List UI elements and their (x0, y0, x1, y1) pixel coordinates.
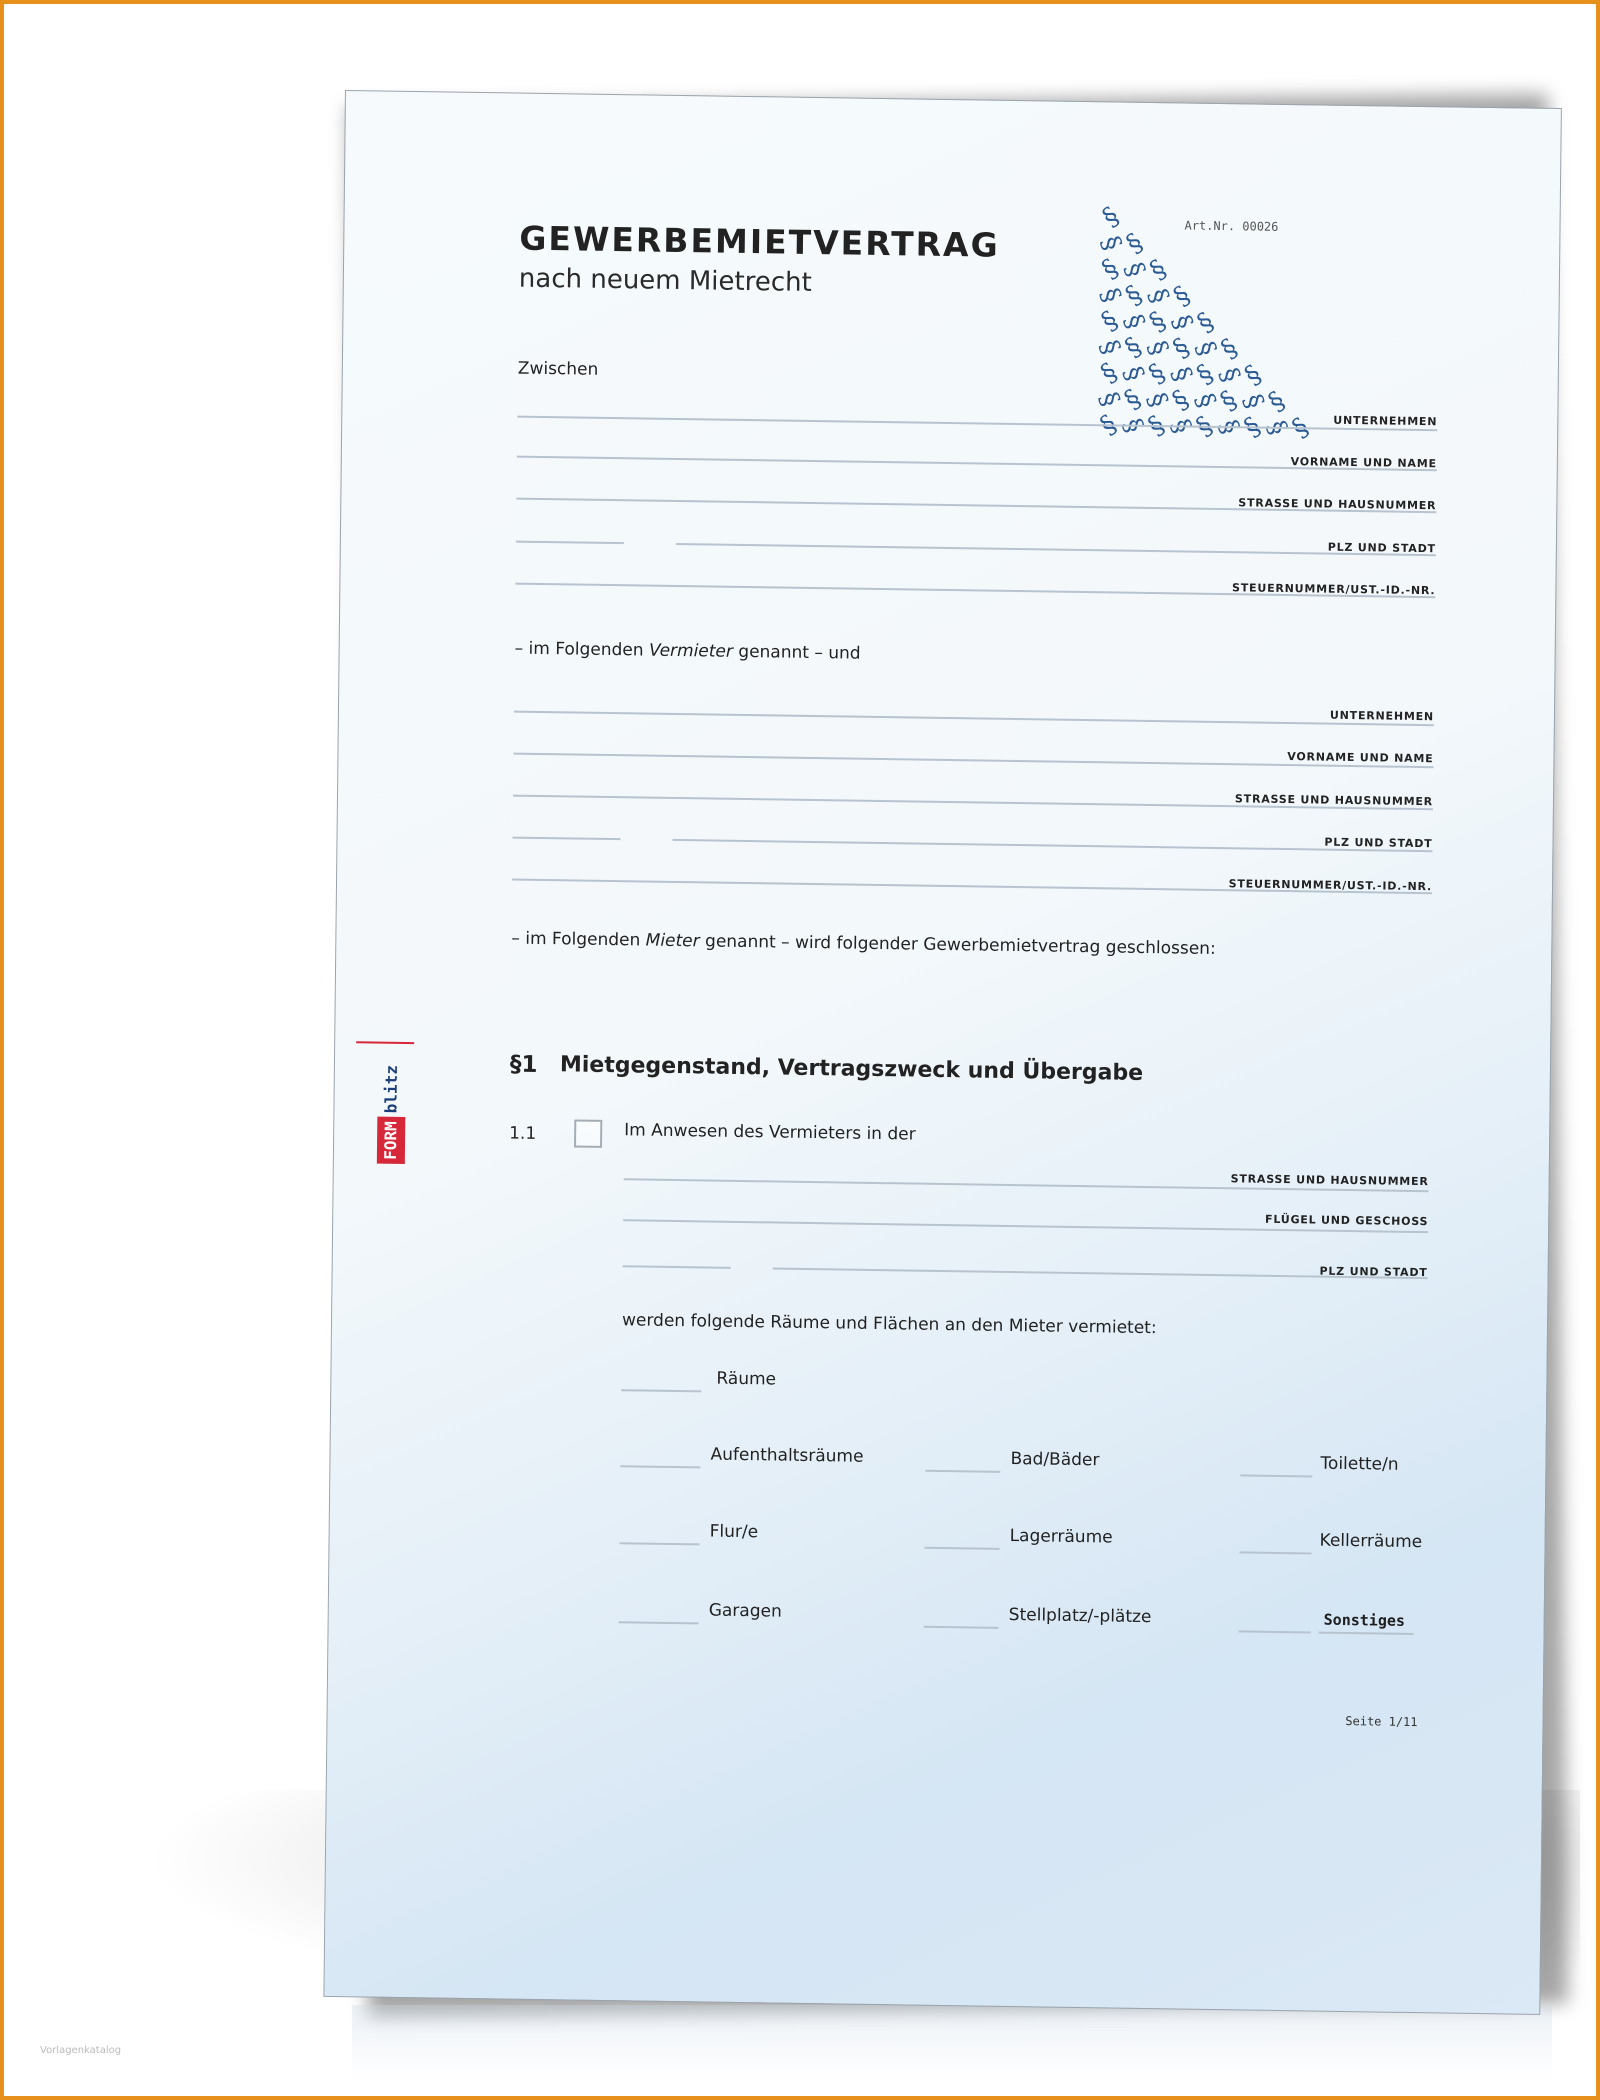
paragraph-glyph-icon: § (1093, 284, 1127, 307)
paragraph-glyph-icon: § (1095, 357, 1124, 390)
field-label-steuer: STEUERNUMMER/UST.-ID.-NR. (1231, 581, 1436, 598)
paragraph-glyph-icon: § (1286, 412, 1315, 445)
paragraph-glyph-icon: § (1143, 358, 1172, 391)
page-reflection (352, 2005, 1552, 2080)
paragraph-glyph-icon: § (1189, 337, 1222, 360)
field-label-garagen: Garagen (708, 1600, 782, 1622)
field-label-strasse: STRASSE UND HAUSNUMMER (1234, 792, 1434, 809)
form-line-plz[interactable] (513, 837, 621, 841)
paragraph-glyph-icon: § (1167, 384, 1195, 417)
field-label-kellerraeume: Kellerräume (1319, 1530, 1423, 1553)
vermieter-em: Vermieter (648, 640, 734, 662)
field-label-unternehmen: UNTERNEHMEN (1333, 413, 1438, 429)
section-title: Mietgegenstand, Vertragszweck und Übergabe (559, 1052, 1144, 1086)
paragraph-glyph-icon: § (1141, 337, 1174, 360)
form-line[interactable] (1240, 1474, 1312, 1477)
section-number: §1 (509, 1051, 538, 1078)
paragraph-glyph-icon: § (1167, 332, 1196, 365)
paragraph-glyph-icon: § (1118, 258, 1151, 281)
document-subtitle: nach neuem Mietrecht (518, 263, 812, 298)
field-label-raeume: Räume (716, 1368, 777, 1390)
form-line-sonstiges[interactable] (1319, 1632, 1414, 1635)
item-checkbox[interactable] (574, 1120, 602, 1148)
paragraph-glyph-icon: § (1119, 331, 1148, 364)
mieter-pre: – im Folgenden (511, 928, 646, 951)
field-label-plz-stadt: PLZ UND STADT (1324, 835, 1433, 851)
form-line-plz[interactable] (623, 1265, 731, 1269)
field-label-stellplaetze: Stellplatz/-plätze (1008, 1605, 1152, 1628)
form-line-plz[interactable] (516, 541, 624, 545)
paragraph-glyph-icon: § (1263, 385, 1291, 418)
paragraph-glyph-icon: § (1094, 232, 1128, 255)
page-number: Seite 1/11 (1345, 1714, 1418, 1730)
paragraph-glyph-icon: § (1097, 201, 1125, 234)
field-label-steuer: STEUERNUMMER/UST.-ID.-NR. (1228, 877, 1433, 894)
form-line[interactable] (924, 1547, 999, 1550)
paragraph-glyph-icon: § (1236, 390, 1270, 413)
vermieter-pre: – im Folgenden (514, 638, 650, 661)
paragraph-glyph-icon: § (1141, 285, 1175, 308)
form-line[interactable] (924, 1626, 999, 1629)
form-line[interactable] (620, 1465, 700, 1468)
paragraph-glyph-icon: § (1144, 306, 1172, 339)
form-line[interactable] (620, 1542, 700, 1545)
field-label-name: VORNAME UND NAME (1287, 750, 1434, 766)
field-label-name: VORNAME UND NAME (1290, 455, 1437, 471)
mieter-statement (511, 929, 1216, 959)
item-text: Im Anwesen des Vermieters in der (624, 1120, 916, 1145)
paragraph-glyph-icon: § (1191, 358, 1220, 391)
field-label-aufenthaltsraeume: Aufenthaltsräume (710, 1444, 864, 1467)
field-label-plz-stadt: PLZ UND STADT (1327, 540, 1436, 556)
paragraph-glyph-icon: § (1215, 385, 1243, 418)
document-title: GEWERBEMIETVERTRAG (519, 218, 1000, 265)
form-line[interactable] (619, 1621, 699, 1624)
field-label-lagerraeume: Lagerräume (1009, 1526, 1113, 1548)
paragraph-glyph-icon: § (1096, 305, 1124, 338)
paragraph-glyph-icon: § (1093, 336, 1126, 359)
mieter-post: genannt – wird folgender Gewerbemietvertrag geschlossen: (699, 931, 1216, 960)
paragraph-glyph-icon: § (1215, 333, 1244, 366)
vermieter-statement (515, 639, 861, 664)
field-label-strasse: STRASSE UND HAUSNUMMER (1230, 1172, 1429, 1189)
paragraph-glyph-icon: § (1213, 364, 1246, 387)
image-caption: Vorlagenkatalog (40, 2045, 122, 2056)
document-page (323, 90, 1562, 2015)
form-line-raeume[interactable] (621, 1389, 701, 1392)
form-line[interactable] (925, 1470, 1000, 1473)
form-line[interactable] (1239, 1551, 1311, 1554)
field-label-fluegel: FLÜGEL UND GESCHOSS (1264, 1212, 1429, 1229)
paragraph-glyph-icon: § (1192, 306, 1220, 339)
paragraph-glyph-icon: § (1096, 253, 1125, 286)
rooms-intro: werden folgende Räume und Flächen an den Mieter vermietet: (621, 1310, 1157, 1339)
formblitz-logo (377, 1042, 406, 1164)
field-label-baeder: Bad/Bäder (1010, 1449, 1100, 1471)
paragraph-glyph-icon: § (1239, 359, 1268, 392)
field-label-toiletten: Toilette/n (1320, 1453, 1399, 1475)
article-number: Art.Nr. 00026 (1184, 218, 1279, 234)
item-number: 1.1 (509, 1123, 537, 1144)
paragraph-glyph-icon: § (1119, 383, 1147, 416)
paragraph-glyph-icon: § (1117, 310, 1151, 333)
field-label-unternehmen: UNTERNEHMEN (1329, 708, 1435, 724)
field-label-plz-stadt: PLZ UND STADT (1319, 1264, 1428, 1280)
paragraph-glyph-icon: § (1188, 389, 1222, 412)
vermieter-post: genannt – und (732, 641, 861, 664)
logo-part-blitz: blitz (381, 1064, 401, 1114)
paragraph-glyph-icon: § (1168, 280, 1197, 313)
paragraph-glyph-icon: § (1165, 311, 1199, 334)
field-label-sonstiges: Sonstiges (1323, 1610, 1406, 1630)
paragraph-glyph-icon: § (1144, 254, 1173, 287)
mieter-em: Mieter (645, 930, 700, 952)
paragraph-glyph-icon: § (1117, 362, 1150, 385)
paragraph-glyph-icon: § (1165, 363, 1198, 386)
zwischen-label: Zwischen (517, 358, 599, 380)
paragraph-glyph-icon: § (1120, 227, 1149, 260)
field-label-flure: Flur/e (709, 1521, 759, 1543)
paragraph-glyph-icon: § (1140, 389, 1174, 412)
paragraph-glyph-icon: § (1120, 279, 1149, 312)
paragraph-glyph-icon: § (1092, 388, 1126, 411)
logo-part-form: FORM (377, 1117, 406, 1164)
form-line[interactable] (1239, 1630, 1311, 1633)
field-label-strasse: STRASSE UND HAUSNUMMER (1238, 496, 1437, 513)
